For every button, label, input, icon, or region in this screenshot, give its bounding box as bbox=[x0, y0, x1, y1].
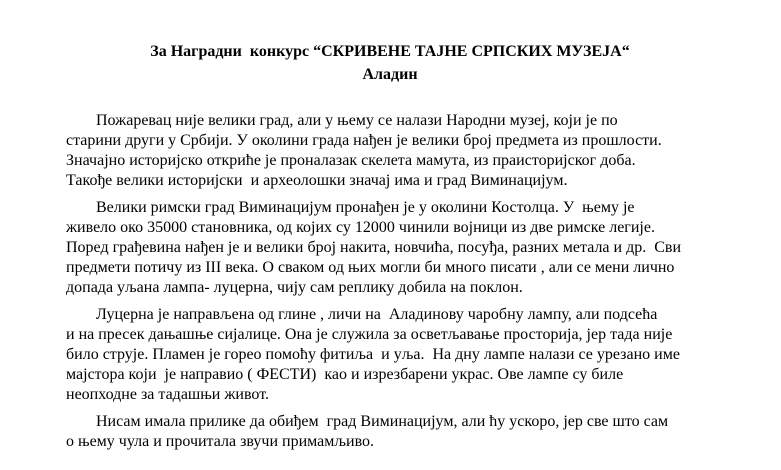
text-line: Велики римски град Виминацијум пронађен је у околини Костолца. У њему је bbox=[96, 199, 635, 216]
paragraph bbox=[66, 111, 714, 191]
text-line: Такође велики историјски и археолошки значај има и град Виминацијум. bbox=[66, 172, 568, 189]
paragraph bbox=[66, 412, 714, 452]
text-line: Нисам имала прилике да обиђем град Виминацијум, али ћу ускоро, јер све што сам bbox=[96, 413, 669, 430]
text-line: и на пресек дањашње сијалице. Она је служила за осветљавање просторија, јер тада није bbox=[66, 326, 673, 343]
text-line: допада уљана лампа- луцерна, чију сам реплику добила на поклон. bbox=[66, 279, 523, 296]
document-title-line-1: За Наградни конкурс “СКРИВЕНЕ ТАЈНЕ СРПСКИХ МУЗЕЈА“ bbox=[150, 43, 630, 60]
text-line: Пожаревац није велики град, али у њему се налази Народни музеј, који је по bbox=[96, 112, 618, 129]
text-line: Значајно историјско откриће је проналазак скелета мамута, из праисторијског доба. bbox=[66, 152, 636, 169]
document-body bbox=[66, 40, 714, 459]
text-line: о њему чула и прочитала звучи примамљиво. bbox=[66, 433, 375, 450]
text-line: предмети потичу из III века. О сваком од њих могли би много писати , али се мени лично bbox=[66, 259, 675, 276]
paragraph bbox=[66, 198, 714, 298]
text-line: мајстора који је направио ( ФЕСТИ) као и изрезбарени украс. Ове лампе су биле bbox=[66, 366, 624, 383]
text-line: неопходне за тадашњи живот. bbox=[66, 386, 270, 403]
text-line: Поред грађевина нађен је и велики број накита, новчића, посуђа, разних метала и др. Сви bbox=[66, 239, 682, 256]
paragraph bbox=[66, 305, 714, 405]
text-line: Луцерна је направљена од глине , личи на Аладинову чаробну лампу, али подсећа bbox=[96, 306, 658, 323]
document-title-line-2: Аладин bbox=[362, 66, 418, 83]
text-line: старини други у Србији. У околини града нађен је велики број предмета из прошлости. bbox=[66, 132, 662, 149]
document-title bbox=[66, 40, 714, 86]
text-line: живело око 35000 становника, од којих су 12000 чинили војници из две римске легије. bbox=[66, 219, 655, 236]
text-line: било струје. Пламен је горео помоћу фитиља и уља. На дну лампе налази се урезано име bbox=[66, 346, 680, 363]
